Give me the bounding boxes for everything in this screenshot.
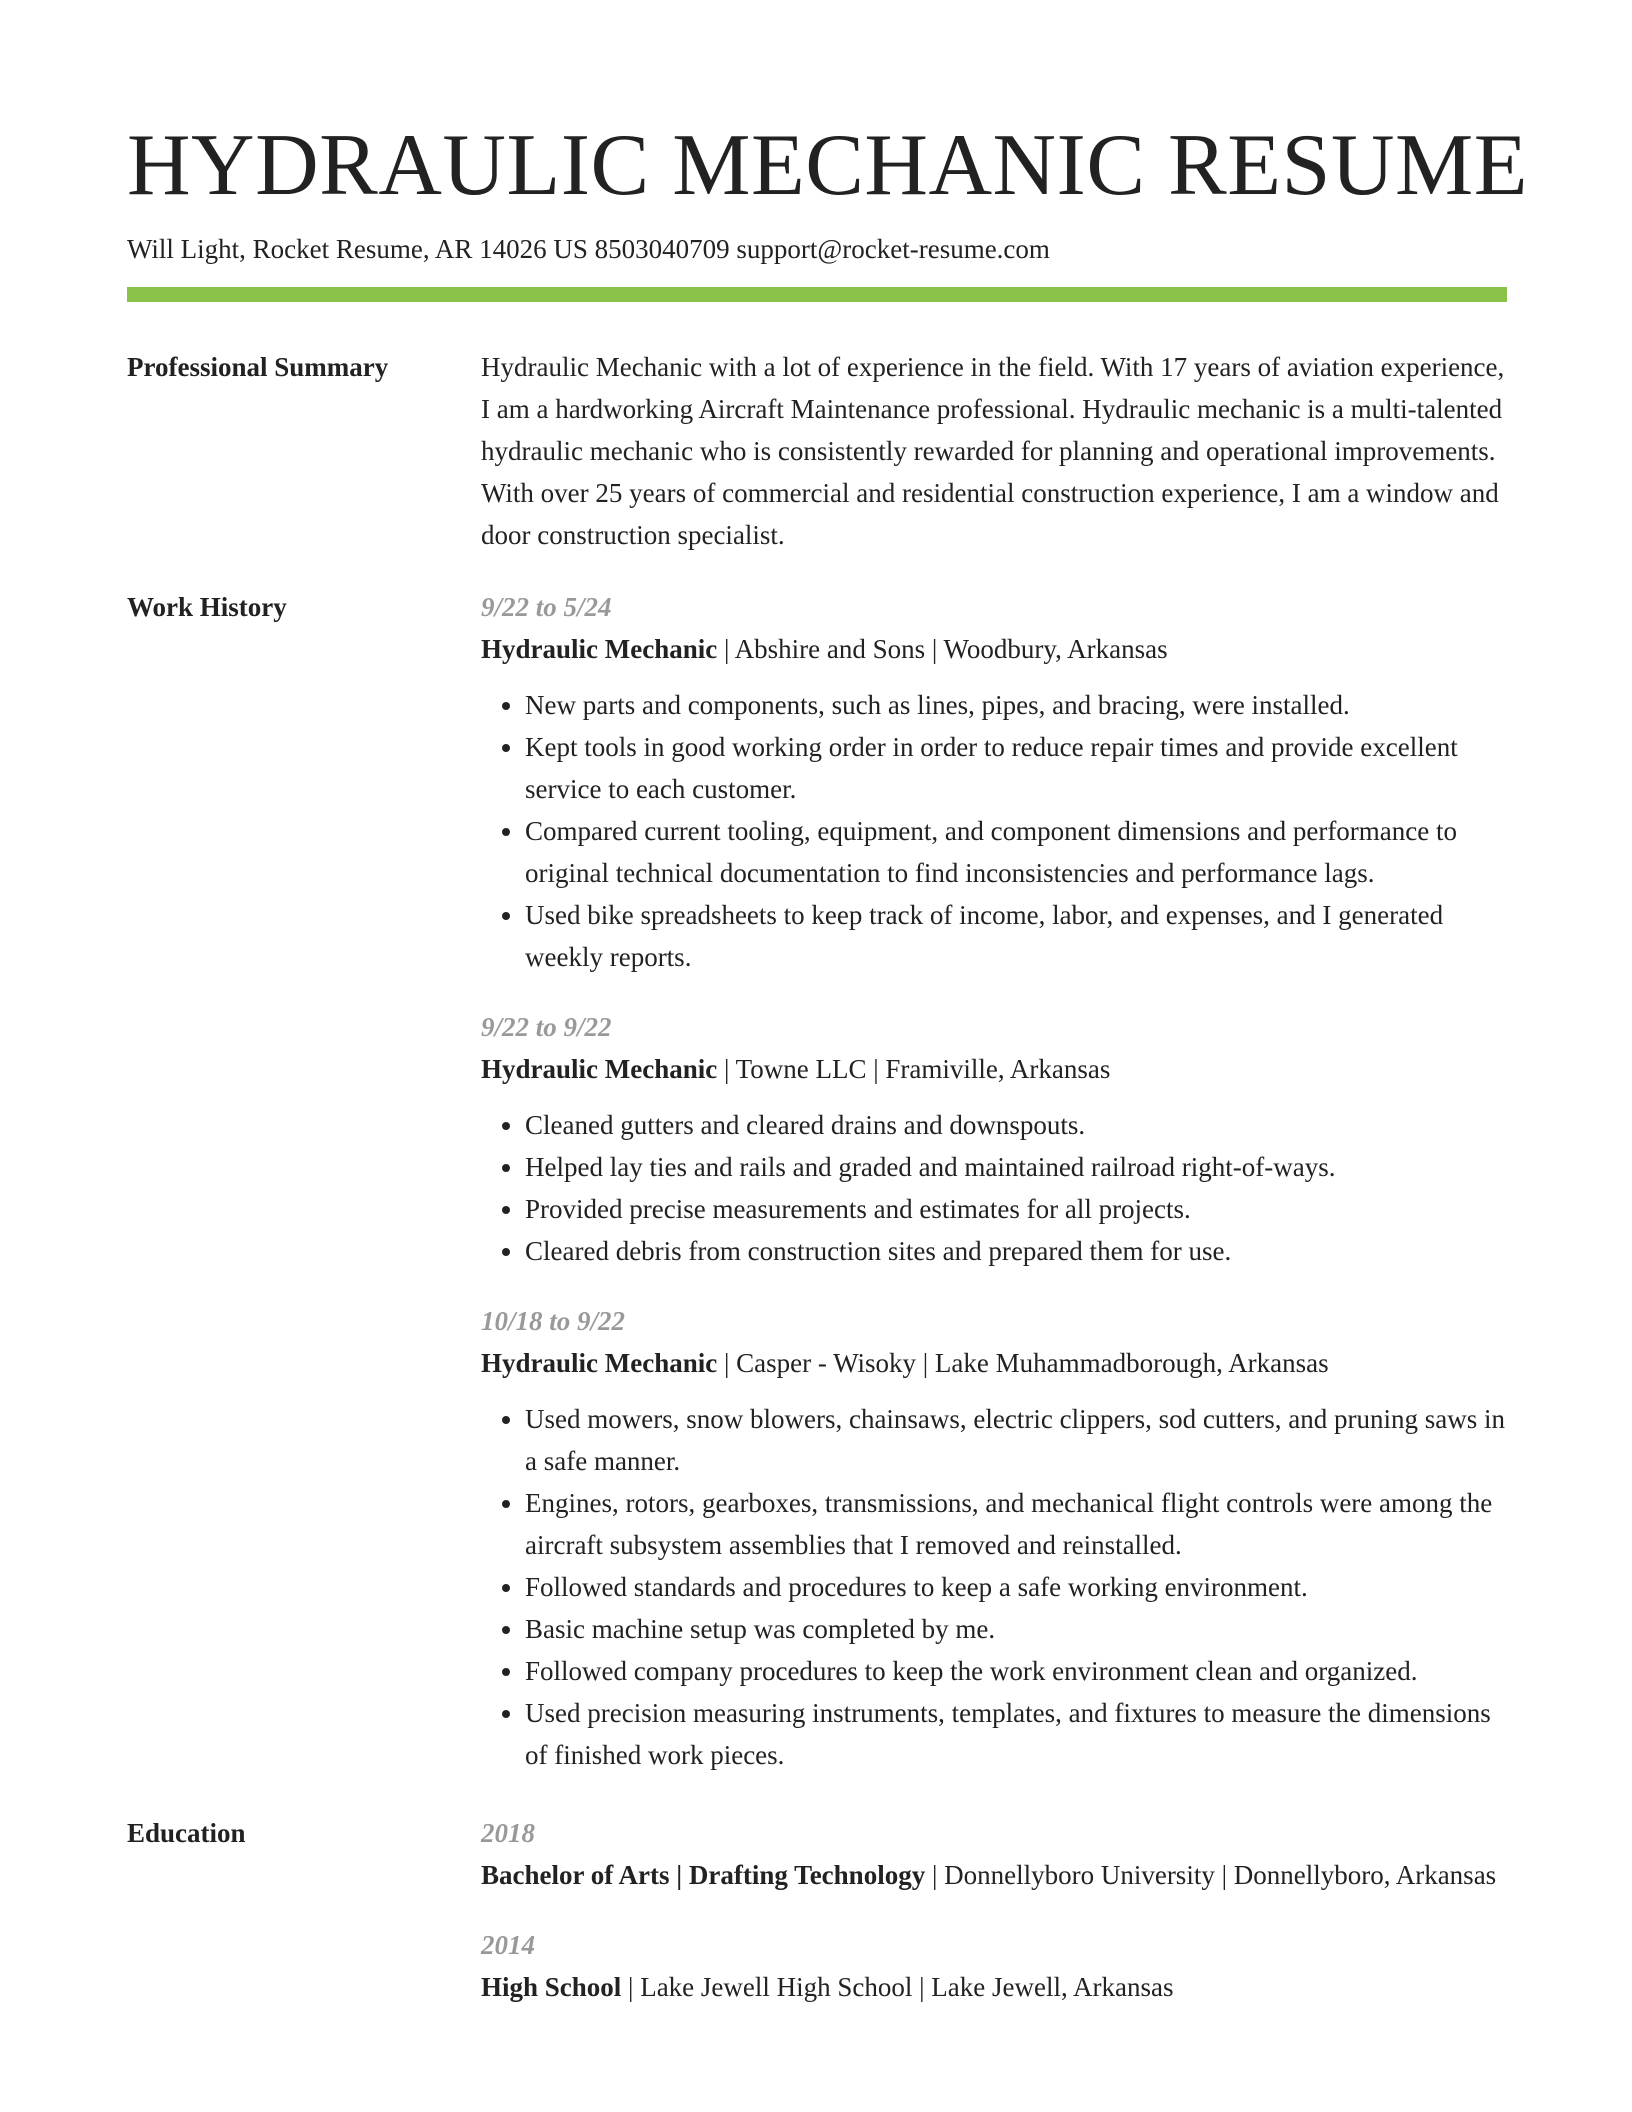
education-details: | Lake Jewell High School | Lake Jewell, Arkansas (621, 1972, 1174, 2002)
education-year: 2018 (481, 1818, 535, 1848)
job-dates: 9/22 to 9/22 (481, 1012, 612, 1042)
job-details: | Towne LLC | Framiville, Arkansas (717, 1054, 1111, 1084)
education-entry (481, 1812, 1507, 1896)
work-history-body (481, 586, 1507, 1776)
list-item: • Compared current tooling, equipment, and component dimensions and performance to original technical documentation to find inconsistencies and performance lags. (525, 810, 1507, 894)
job-title: Hydraulic Mechanic (481, 634, 718, 664)
work-history-label: Work History (127, 592, 287, 622)
list-item: • New parts and components, such as lines, pipes, and bracing, were installed. (525, 684, 1507, 726)
job-entry (481, 1300, 1507, 1776)
education-degree: Bachelor of Arts | Drafting Technology (481, 1860, 926, 1890)
job-entry (481, 586, 1507, 978)
resume-title: HYDRAULIC MECHANIC RESUME (127, 117, 1528, 214)
education-degree: High School (481, 1972, 622, 2002)
job-dates: 9/22 to 5/24 (481, 592, 612, 622)
header-divider (127, 287, 1507, 302)
list-item: • Followed company procedures to keep the work environment clean and organized. (525, 1650, 1507, 1692)
job-line (481, 1342, 1507, 1384)
education-entry (481, 1924, 1507, 2008)
list-item: • Provided precise measurements and estimates for all projects. (525, 1188, 1507, 1230)
list-item: • Used mowers, snow blowers, chainsaws, electric clippers, sod cutters, and pruning saws in a safe manner. (525, 1398, 1507, 1482)
list-item: • Followed standards and procedures to keep a safe working environment. (525, 1566, 1507, 1608)
education-year: 2014 (481, 1930, 535, 1960)
list-item: • Helped lay ties and rails and graded and maintained railroad right-of-ways. (525, 1146, 1507, 1188)
list-item: • Cleared debris from construction sites and prepared them for use. (525, 1230, 1507, 1272)
job-details: | Casper - Wisoky | Lake Muhammadborough, Arkansas (717, 1348, 1329, 1378)
job-line (481, 628, 1507, 670)
job-entry (481, 1006, 1507, 1272)
education-body (481, 1812, 1507, 2008)
job-title: Hydraulic Mechanic (481, 1348, 718, 1378)
list-item: • Kept tools in good working order in order to reduce repair times and provide excellent service to each customer. (525, 726, 1507, 810)
list-item: • Engines, rotors, gearboxes, transmissions, and mechanical flight controls were among the aircraft subsystem assemblies that I removed and reinstalled. (525, 1482, 1507, 1566)
job-details: | Abshire and Sons | Woodbury, Arkansas (717, 634, 1168, 664)
list-item: • Cleaned gutters and cleared drains and downspouts. (525, 1104, 1507, 1146)
education-line (481, 1854, 1507, 1896)
education-details: | Donnellyboro University | Donnellyboro, Arkansas (925, 1860, 1497, 1890)
job-line (481, 1048, 1507, 1090)
summary-label: Professional Summary (127, 352, 389, 382)
education-label: Education (127, 1818, 246, 1848)
contact-line: Will Light, Rocket Resume, AR 14026 US 8503040709 support@rocket-resume.com (127, 234, 1050, 264)
job-bullets (481, 1398, 1507, 1776)
job-dates: 10/18 to 9/22 (481, 1306, 626, 1336)
job-bullets (481, 684, 1507, 978)
job-bullets (481, 1104, 1507, 1272)
summary-body (481, 346, 1507, 556)
summary-text: Hydraulic Mechanic with a lot of experience in the field. With 17 years of aviation experience, I am a hardworking Aircraft Maintenance professional. Hydraulic mechanic is a multi-talented hydraulic mechanic who is consistently rewarded for planning and operational improvements. With over 25 years of commercial and residential construction experience, I am a window and door construction specialist. (481, 352, 1505, 550)
education-line (481, 1966, 1507, 2008)
list-item: • Used precision measuring instruments, templates, and fixtures to measure the dimensions of finished work pieces. (525, 1692, 1507, 1776)
list-item: • Used bike spreadsheets to keep track of income, labor, and expenses, and I generated weekly reports. (525, 894, 1507, 978)
list-item: • Basic machine setup was completed by me. (525, 1608, 1507, 1650)
job-title: Hydraulic Mechanic (481, 1054, 718, 1084)
